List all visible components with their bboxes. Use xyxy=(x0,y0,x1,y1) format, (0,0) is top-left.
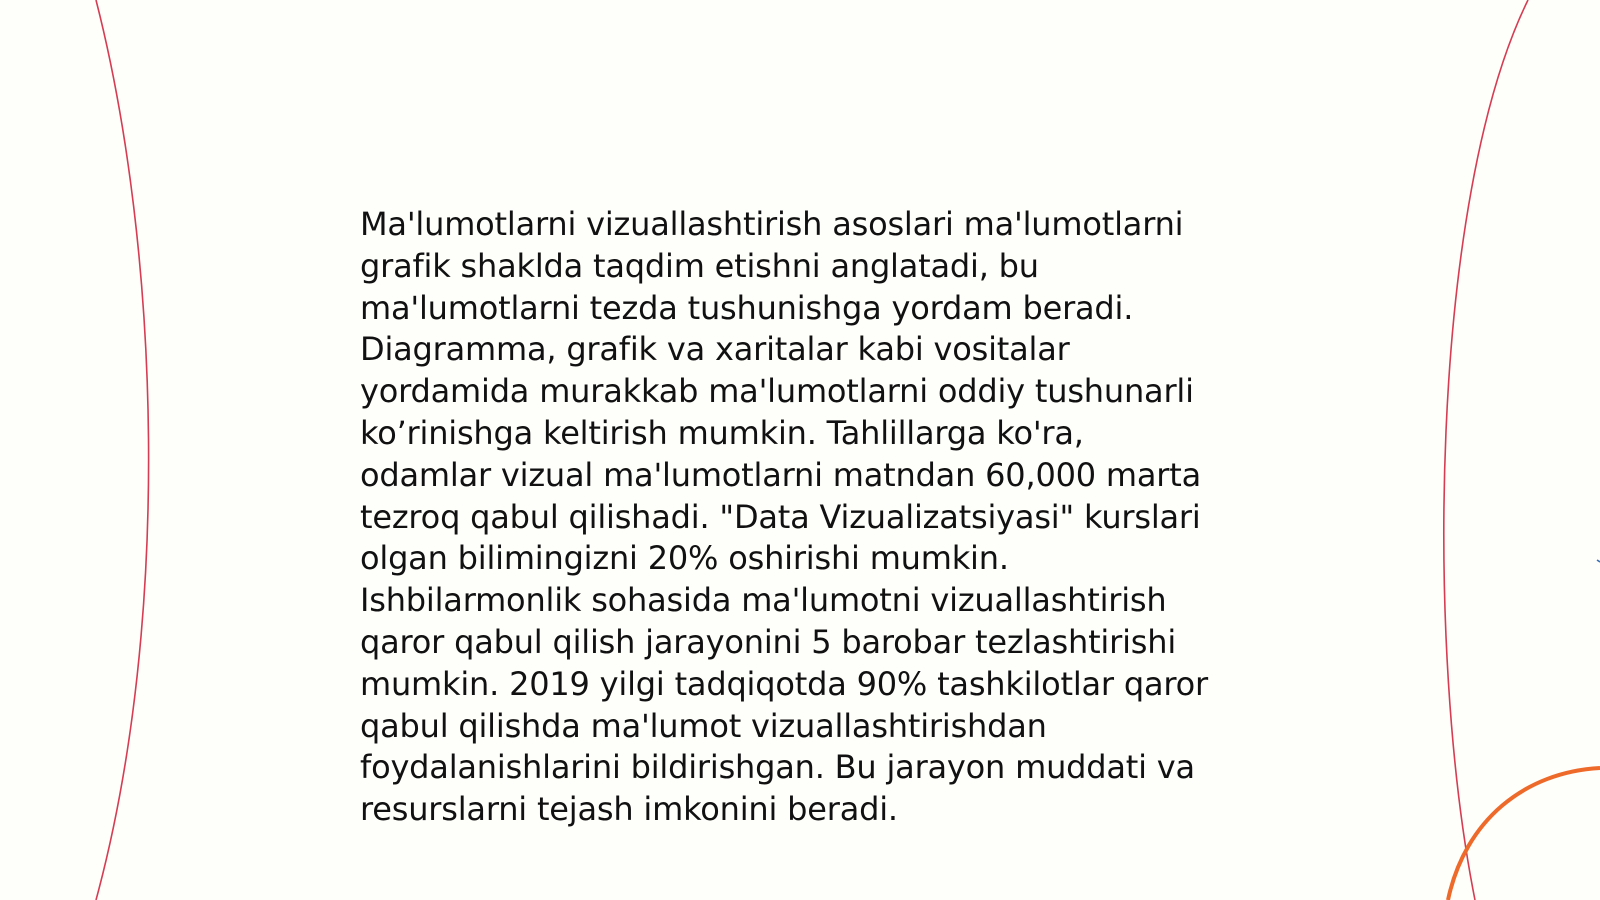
paragraph-line: Diagramma, grafik va xaritalar kabi vositalar xyxy=(360,330,1070,369)
paragraph-line: tezroq qabul qilishadi. "Data Vizualizatsiyasi" kurslari xyxy=(360,497,1201,536)
paragraph-line: odamlar vizual ma'lumotlarni matndan 60,000 marta xyxy=(360,455,1201,494)
left-curve xyxy=(96,0,149,900)
paragraph-line: foydalanishlarini bildirishgan. Bu jarayon muddati va xyxy=(360,748,1195,787)
paragraph-line: yordamida murakkab ma'lumotlarni oddiy tushunarli xyxy=(360,372,1194,411)
paragraph-line: Ishbilarmonlik sohasida ma'lumotni vizuallashtirish xyxy=(360,581,1167,620)
paragraph-line: qabul qilishda ma'lumot vizuallashtirishdan xyxy=(360,706,1047,745)
paragraph-line: mumkin. 2019 yilgi tadqiqotda 90% tashkilotlar qaror xyxy=(360,664,1208,703)
right-curve xyxy=(1444,0,1528,900)
paragraph-line: olgan bilimingizni 20% oshirishi mumkin. xyxy=(360,539,1009,578)
body-paragraph xyxy=(360,204,1240,831)
paragraph-line: qaror qabul qilish jarayonini 5 barobar tezlashtirishi xyxy=(360,622,1177,661)
paragraph-line: grafik shaklda taqdim etishni anglatadi, bu xyxy=(360,246,1039,285)
paragraph-line: ma'lumotlarni tezda tushunishga yordam beradi. xyxy=(360,288,1134,327)
paragraph-line: resurslarni tejash imkonini beradi. xyxy=(360,790,898,829)
paragraph-line: ko’rinishga keltirish mumkin. Tahlillarga ko'ra, xyxy=(360,413,1084,452)
paragraph-line: Ma'lumotlarni vizuallashtirish asoslari ma'lumotlarni xyxy=(360,205,1184,243)
